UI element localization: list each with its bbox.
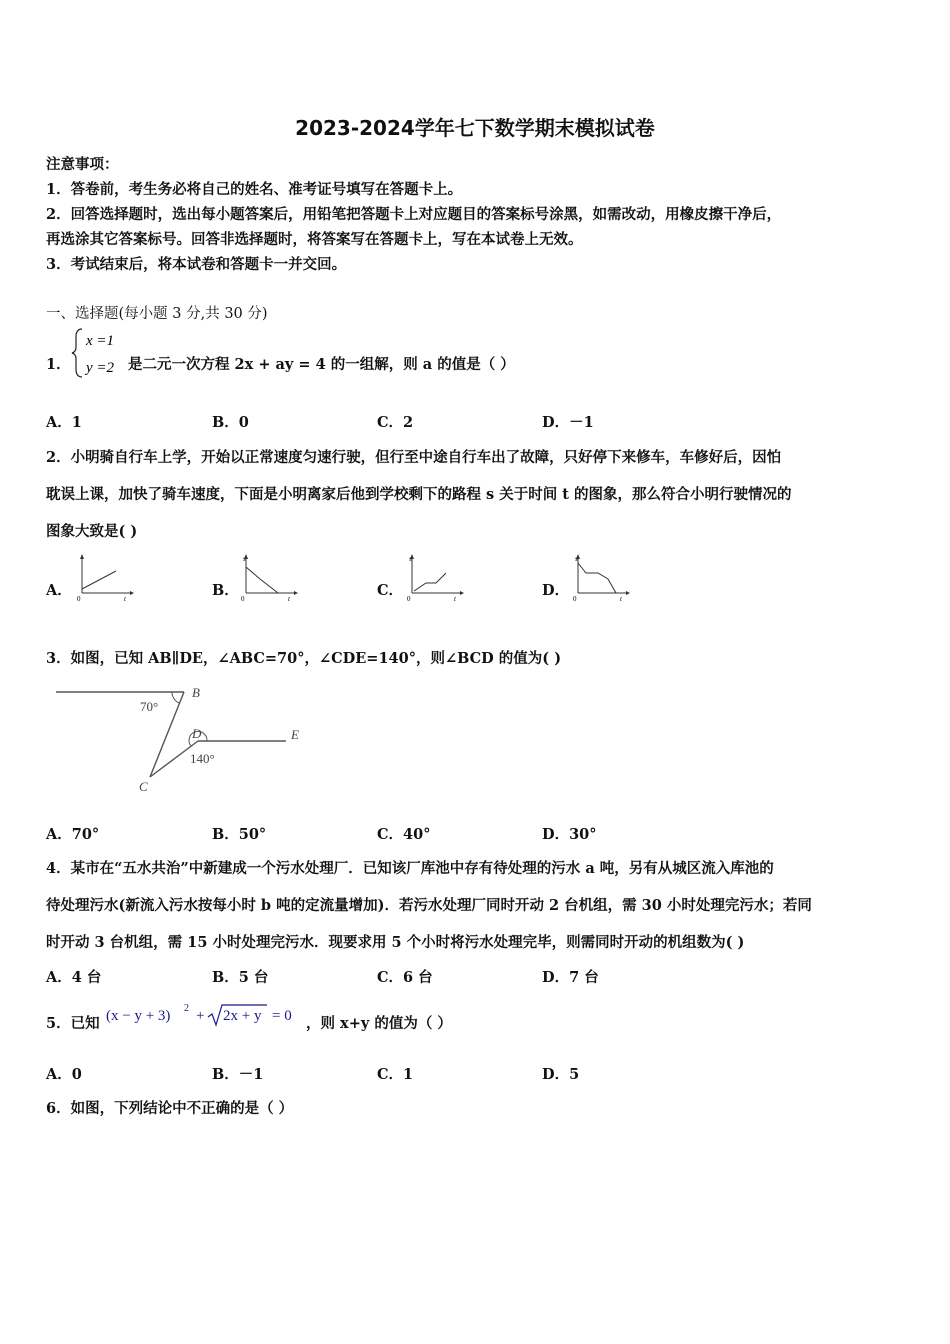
q4-option-a[interactable]: A．4 台 — [46, 969, 102, 986]
q2-option-d[interactable]: D． — [542, 582, 570, 599]
q1-option-c[interactable]: C．2 — [377, 414, 414, 431]
q3-label-e: E — [291, 727, 299, 742]
q4-option-b[interactable]: B．5 台 — [212, 969, 269, 986]
q1-option-d[interactable]: D．－1 — [542, 414, 594, 431]
q1-option-b[interactable]: B．0 — [212, 414, 249, 431]
notice-item: 2．回答选择题时，选出每小题答案后，用铅笔把答题卡上对应题目的答案标号涂黑，如需改动，用橡皮擦干净后， — [46, 206, 782, 223]
q2-option-b[interactable]: B． — [212, 582, 239, 599]
q5-prefix: 5．已知 — [46, 1015, 100, 1032]
q3-label-b: B — [192, 685, 200, 700]
q1-eq1: x =1 — [86, 333, 115, 349]
q3-label-c: C — [139, 779, 148, 794]
q2-line: 耽误上课，加快了骑车速度，下面是小明离家后他到学校剩下的路程 s 关于时间 t 的图象，那么符合小明行驶情况的 — [46, 486, 792, 503]
q1-number: 1． — [46, 356, 71, 373]
q2-option-c[interactable]: C． — [377, 582, 404, 599]
q2-option-a[interactable]: A． — [46, 582, 72, 599]
axis-origin: 0 — [241, 595, 245, 603]
q2-graph-b[interactable] — [238, 553, 300, 603]
q1-eq2: y =2 — [86, 360, 115, 376]
q5-formula-c: = 0 — [272, 1008, 292, 1024]
q5-formula-a: (x − y + 3) — [106, 1008, 171, 1024]
q5-option-b[interactable]: B．－1 — [212, 1066, 264, 1083]
q2-graph-d[interactable] — [570, 553, 632, 603]
notice-item: 1．答卷前，考生务必将自己的姓名、准考证号填写在答题卡上。 — [46, 181, 463, 198]
q2-line: 图象大致是( ) — [46, 523, 138, 540]
q1-option-a[interactable]: A．1 — [46, 414, 82, 431]
notice-item: 再选涂其它答案标号。回答非选择题时，将答案写在答题卡上，写在本试卷上无效。 — [46, 231, 583, 248]
axis-t: t — [288, 595, 290, 603]
q3-angle-70: 70° — [140, 699, 159, 714]
q2-graph-c[interactable] — [404, 553, 466, 603]
q2-line: 2．小明骑自行车上学，开始以正常速度匀速行驶，但行至中途自行车出了故障，只好停下来修车，车修好后，因怕 — [46, 449, 782, 466]
section-heading: 一、选择题(每小题 3 分,共 30 分) — [46, 306, 268, 322]
q5-option-a[interactable]: A．0 — [46, 1066, 82, 1083]
axis-s: s — [409, 555, 412, 563]
q3-option-b[interactable]: B．50° — [212, 826, 267, 843]
q1-text: 是二元一次方程 2x + ay = 4 的一组解，则 a 的值是（ ） — [128, 356, 515, 373]
axis-s: s — [575, 555, 578, 563]
notice-item: 3．考试结束后，将本试卷和答题卡一并交回。 — [46, 256, 347, 273]
q4-line: 4．某市在“五水共治”中新建成一个污水处理厂．已知该厂库池中存有待处理的污水 a 吨，另有从城区流入库池的 — [46, 860, 774, 877]
axis-t: t — [124, 595, 126, 603]
q3-label-d: D — [192, 726, 202, 741]
axis-t: t — [620, 595, 622, 603]
q5-formula-b: + — [196, 1008, 205, 1024]
axis-s: s — [243, 555, 246, 563]
q3-option-a[interactable]: A．70° — [46, 826, 100, 843]
q3-text: 3．如图，已知 AB∥DE，∠ABC=70°，∠CDE=140°，则∠BCD 的值为( ) — [46, 650, 562, 667]
q5-formula-sup: 2 — [184, 1003, 189, 1014]
q4-option-c[interactable]: C．6 台 — [377, 969, 433, 986]
q4-option-d[interactable]: D．7 台 — [542, 969, 599, 986]
q3-angle-140: 140° — [190, 751, 215, 766]
q3-option-c[interactable]: C．40° — [377, 826, 431, 843]
q5-formula-rad: 2x + y — [223, 1008, 262, 1024]
q5-option-d[interactable]: D．5 — [542, 1066, 580, 1083]
q6-text: 6．如图，下列结论中不正确的是（ ） — [46, 1100, 294, 1117]
q3-option-d[interactable]: D．30° — [542, 826, 597, 843]
notice-heading: 注意事项： — [46, 156, 119, 173]
axis-t: t — [454, 595, 456, 603]
q2-graph-a[interactable] — [74, 553, 136, 603]
q5-option-c[interactable]: C．1 — [377, 1066, 414, 1083]
axis-origin: 0 — [573, 595, 577, 603]
axis-origin: 0 — [77, 595, 81, 603]
q1-equation-system — [70, 325, 130, 381]
q4-line: 待处理污水(新流入污水按每小时 b 吨的定流量增加)．若污水处理厂同时开动 2 台机组，需 30 小时处理完污水；若同 — [46, 897, 812, 914]
q3-figure — [50, 680, 320, 795]
q4-line: 时开动 3 台机组，需 15 小时处理完污水．现要求用 5 个小时将污水处理完毕，则需同时开动的机组数为( ) — [46, 934, 745, 951]
page-title: 2023-2024学年七下数学期末模拟试卷 — [295, 116, 655, 140]
q5-text: ，则 x+y 的值为（ ） — [306, 1015, 452, 1032]
axis-origin: 0 — [407, 595, 411, 603]
q5-formula — [104, 1000, 304, 1030]
